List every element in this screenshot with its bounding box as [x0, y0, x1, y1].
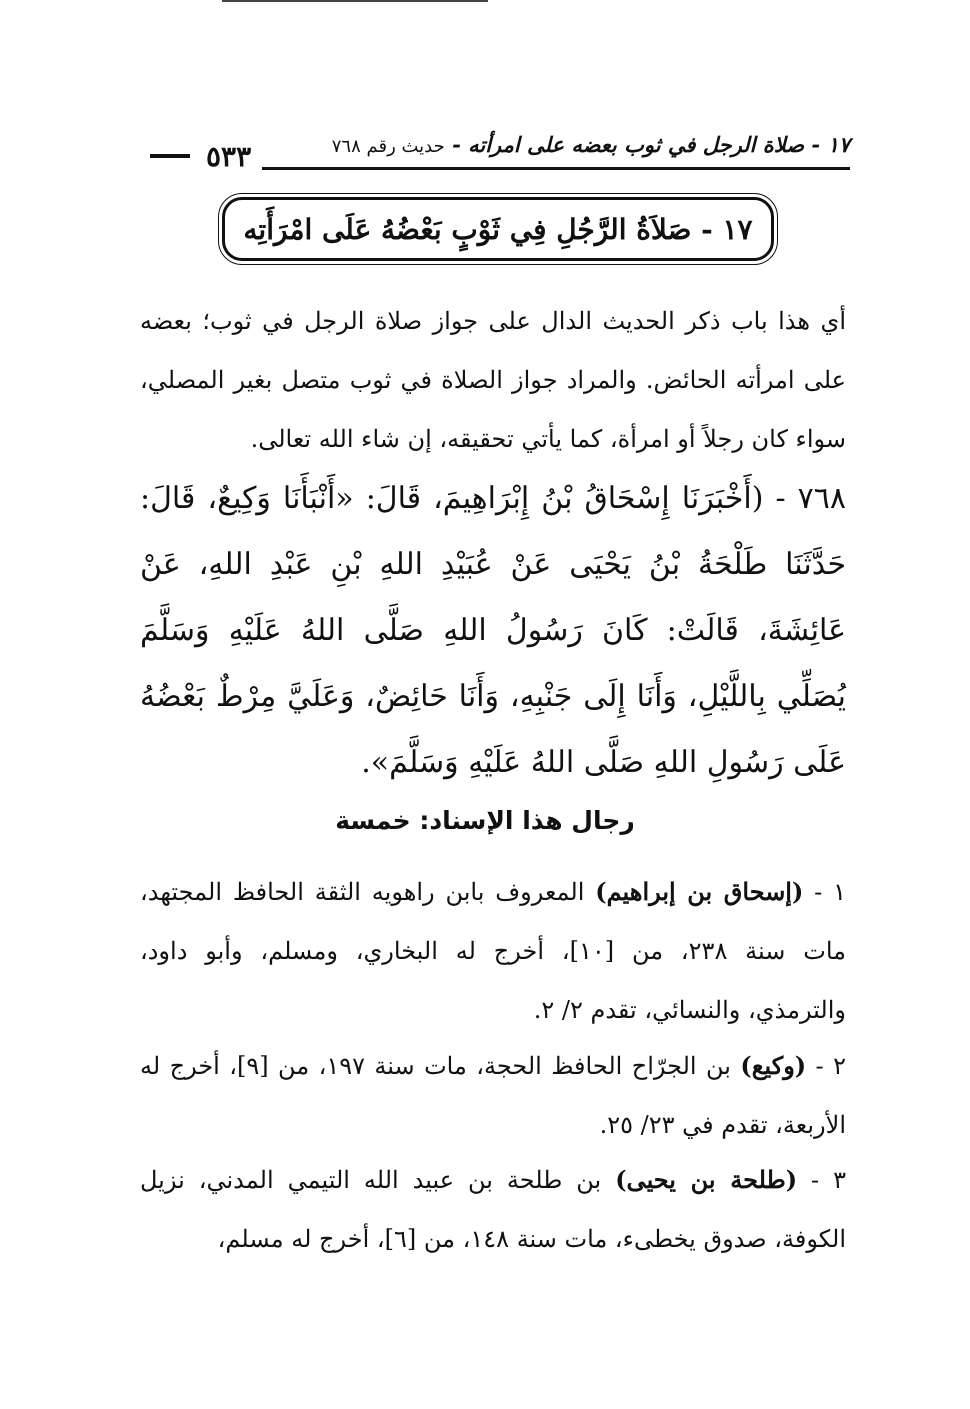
header-hadith-ref: حديث رقم ٧٦٨ — [331, 136, 445, 157]
narrators-heading: رجال هذا الإسناد: خمسة — [335, 806, 635, 835]
narrator-text: المعروف بابن راهويه الثقة الحافظ المجتهد، مات سنة ٢٣٨، من [١٠]، أخرج له البخاري، ومسلم، وأبو داود، والترمذي، والنسائي، تقدم ٢/ ٢. — [140, 878, 846, 1024]
hadith-text: ٧٦٨ - (أَخْبَرَنَا إِسْحَاقُ بْنُ إِبْرَاهِيمَ، قَالَ: «أَنْبَأَنَا وَكِيعٌ، قَالَ: حَدَّثَنَا طَلْحَةُ بْنُ يَحْيَى عَنْ عُبَيْدِ اللهِ بْنِ عَبْدِ اللهِ، عَنْ عَائِشَةَ، قَالَتْ: كَانَ رَسُولُ اللهِ صَلَّى اللهُ عَلَيْهِ وَسَلَّمَ يُصَلِّي بِاللَّيْلِ، وَأَنَا إِلَى جَنْبِهِ، وَأَنَا حَائِضٌ، وَعَلَيَّ مِرْطٌ بَعْضُهُ عَلَى رَسُولِ اللهِ صَلَّى اللهُ عَلَيْهِ وَسَلَّمَ». — [140, 481, 846, 780]
narrator-number: ٢ - — [806, 1052, 846, 1080]
running-header-title — [332, 132, 850, 157]
narrator-text: بن طلحة بن عبيد الله التيمي المدني، نزيل الكوفة، صدوق يخطىء، مات سنة ١٤٨، من [٦]، أخرج له مسلم، — [140, 1166, 846, 1253]
narrator-number: ٣ - — [797, 1166, 846, 1194]
narrator-number: ١ - — [803, 878, 847, 906]
chapter-title: ١٧ - صَلاَةُ الرَّجُلِ فِي ثَوْبٍ بَعْضُهُ عَلَى امْرَأَتِه — [243, 212, 753, 246]
narrator-entry — [140, 862, 846, 1040]
narrator-name: (إسحاق بن إبراهيم) — [595, 877, 804, 906]
top-rule — [222, 0, 488, 2]
header-rule — [262, 167, 850, 170]
running-header — [150, 128, 850, 180]
narrator-entry — [140, 1150, 846, 1269]
page-number-dash — [150, 154, 190, 158]
page-number: ٥٣٣ — [206, 140, 252, 173]
header-chapter: ١٧ - صلاة الرجل في ثوب بعضه على امرأته - — [452, 132, 850, 157]
narrator-text: بن الجرّاح الحافظ الحجة، مات سنة ١٩٧، من [٩]، أخرج له الأربعة، تقدم في ٢٣/ ٢٥. — [140, 1052, 846, 1139]
chapter-title-box — [222, 197, 774, 261]
narrator-entry — [140, 1036, 846, 1155]
narrator-name: (طلحة بن يحيى) — [615, 1165, 798, 1194]
intro-paragraph: أي هذا باب ذكر الحديث الدال على جواز صلاة الرجل في ثوب؛ بعضه على امرأته الحائض. والمراد جواز الصلاة في ثوب متصل بغير المصلي، سواء كان رجلاً أو امرأة، كما يأتي تحقيقه، إن شاء الله تعالى. — [140, 307, 846, 453]
narrator-name: (وكيع) — [740, 1051, 807, 1080]
